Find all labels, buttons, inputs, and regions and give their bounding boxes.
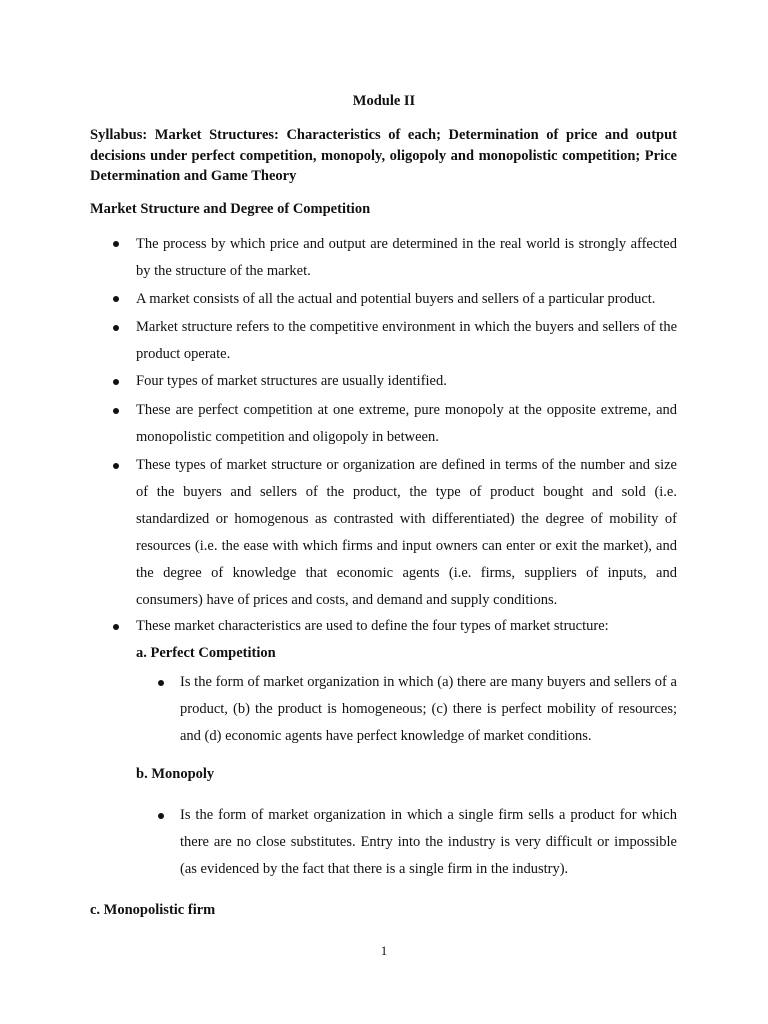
subsection-heading-perfect-competition: a. Perfect Competition bbox=[136, 645, 276, 661]
bullet-text: Market structure refers to the competitive environment in which the buyers and sellers of the product operate. bbox=[136, 319, 677, 362]
bullet-dot-icon bbox=[113, 624, 119, 630]
page-title: Module II bbox=[352, 93, 416, 109]
bullet-dot-icon bbox=[158, 680, 164, 686]
bullet-dot-icon bbox=[113, 325, 119, 331]
bullet-dot-icon bbox=[113, 408, 119, 414]
bullet-dot-icon bbox=[113, 241, 119, 247]
bullet-text: Four types of market structures are usually identified. bbox=[136, 373, 447, 389]
bullet-dot-icon bbox=[113, 379, 119, 385]
bullet-dot-icon bbox=[113, 296, 119, 302]
bullet-text: These market characteristics are used to define the four types of market structure: bbox=[136, 618, 609, 634]
bullet-text: A market consists of all the actual and potential buyers and sellers of a particular product. bbox=[136, 291, 656, 307]
bullet-text: These types of market structure or organization are defined in terms of the number and size of the buyers and sellers of the product, the type of product bought and sold (i.e. standardized or homogenous as contrasted with differentiated) the degree of mobility of resources (i.e. the ease with which firms and input owners can enter or exit the market), and the degree of knowledge that economic agents (i.e. firms, suppliers of inputs, and consumers) have of prices and costs, and demand and supply conditions. bbox=[136, 457, 677, 608]
bullet-text: These are perfect competition at one extreme, pure monopoly at the opposite extreme, and monopolistic competition and oligopoly in between. bbox=[136, 402, 677, 445]
syllabus-text: Syllabus: Market Structures: Characteristics of each; Determination of price and output decisions under perfect competition, monopoly, oligopoly and monopolistic competition; Price Determination and Game Theory bbox=[90, 127, 677, 184]
subsection-heading-monopolistic-firm: c. Monopolistic firm bbox=[90, 902, 216, 918]
subsection-bullet-text: Is the form of market organization in which a single firm sells a product for which there are no close substitutes. Entry into the industry is very difficult or impossible (as evidenced by the fact that there is a single firm in the industry). bbox=[180, 807, 677, 877]
subsection-bullet-text: Is the form of market organization in which (a) there are many buyers and sellers of a product, (b) the product is homogeneous; (c) there is perfect mobility of resources; and (d) economic agents have perfect knowledge of market conditions. bbox=[180, 674, 677, 744]
page-number: 1 bbox=[380, 943, 388, 958]
section-heading: Market Structure and Degree of Competition bbox=[90, 201, 371, 217]
subsection-heading-monopoly: b. Monopoly bbox=[136, 766, 215, 782]
bullet-text: The process by which price and output are determined in the real world is strongly affected by the structure of the market. bbox=[136, 236, 677, 279]
bullet-dot-icon bbox=[113, 463, 119, 469]
bullet-dot-icon bbox=[158, 813, 164, 819]
